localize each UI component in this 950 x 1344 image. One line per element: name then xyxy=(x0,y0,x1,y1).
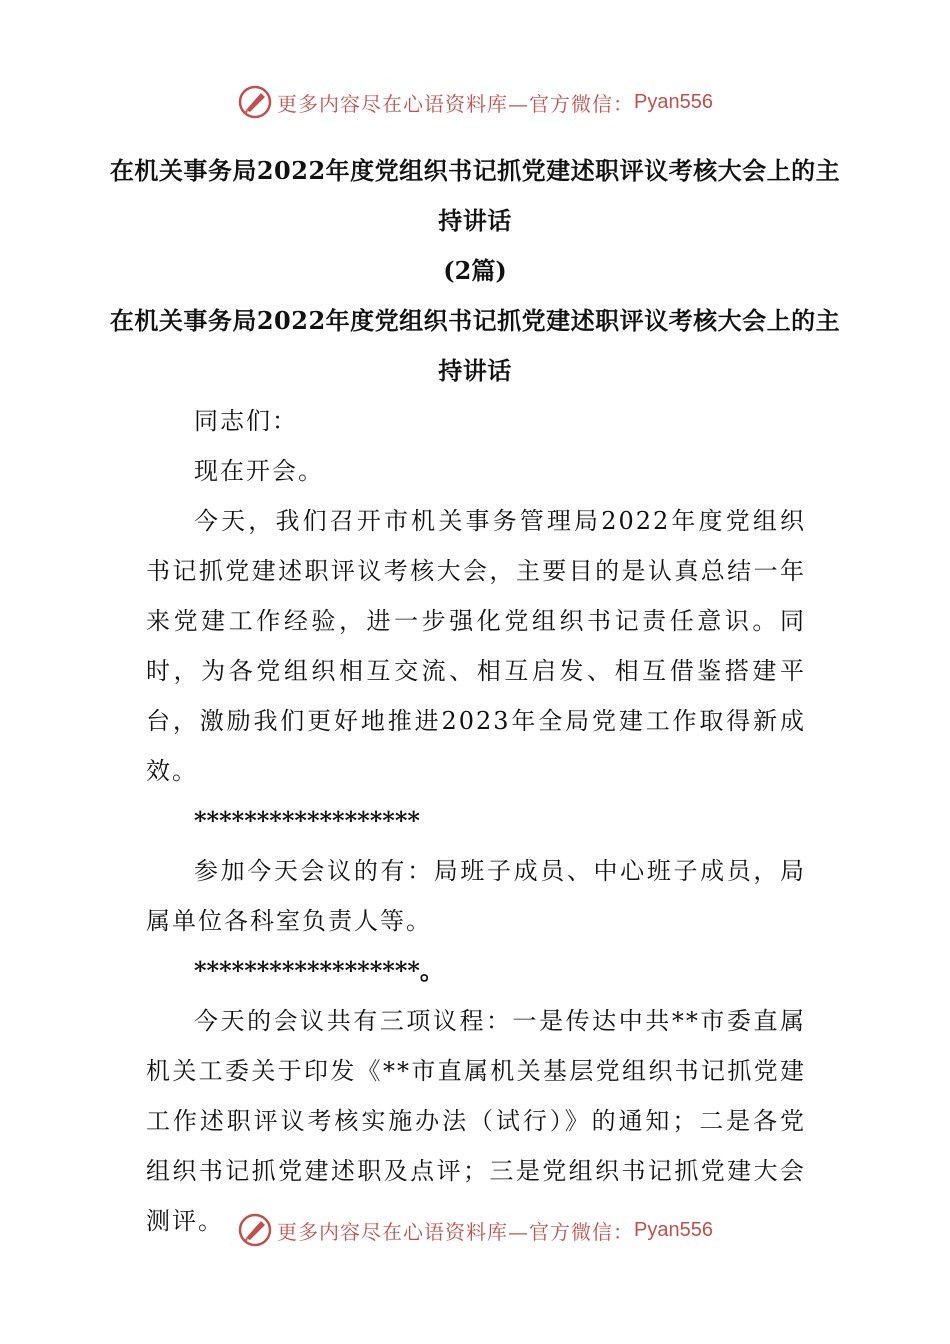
paragraph-purpose: 今天，我们召开市机关事务管理局2022年度党组织书记抓党建述职评议考核大会，主要目的是认真总结一年来党建工作经验，进一步强化党组织书记责任意识。同时，为各党组织相互交流、相互启发、相互借鉴搭建平台，激励我们更好地推进2023年全局党建工作取得新成效。 xyxy=(146,507,806,785)
paragraph-redacted-2: ******************。 xyxy=(194,956,444,985)
paragraph-opening: 现在开会。 xyxy=(194,457,324,485)
paragraph-redacted: ****************** xyxy=(194,806,420,835)
section-title: 在机关事务局2022年度党组织书记抓党建述职评议考核大会上的主持讲话 xyxy=(109,306,841,385)
footer-watermark xyxy=(0,1210,950,1250)
pen-logo-icon xyxy=(237,1212,273,1248)
header-watermark xyxy=(0,82,950,122)
document-body xyxy=(146,396,806,1246)
article-count: (2篇) xyxy=(443,256,507,285)
watermark-text: 更多内容尽在心语资料库—官方微信： xyxy=(277,1219,635,1244)
pen-logo-icon xyxy=(237,84,273,120)
watermark-handle: Pyan556 xyxy=(634,90,713,113)
watermark-handle: Pyan556 xyxy=(634,1218,713,1241)
watermark-text: 更多内容尽在心语资料库—官方微信： xyxy=(277,91,635,116)
paragraph-attendees: 参加今天会议的有：局班子成员、中心班子成员，局属单位各科室负责人等。 xyxy=(146,857,806,935)
paragraph-agenda: 今天的会议共有三项议程：一是传达中共**市委直属机关工委关于印发《**市直属机关基层党组织书记抓党建工作述职评议考核实施办法（试行）》的通知；二是各党组织书记抓党建述职及点评；三是党组织书记抓党建大会测评。 xyxy=(146,1007,806,1235)
document-title: 在机关事务局2022年度党组织书记抓党建述职评议考核大会上的主持讲话 xyxy=(109,156,841,235)
paragraph-salutation: 同志们： xyxy=(194,407,298,435)
